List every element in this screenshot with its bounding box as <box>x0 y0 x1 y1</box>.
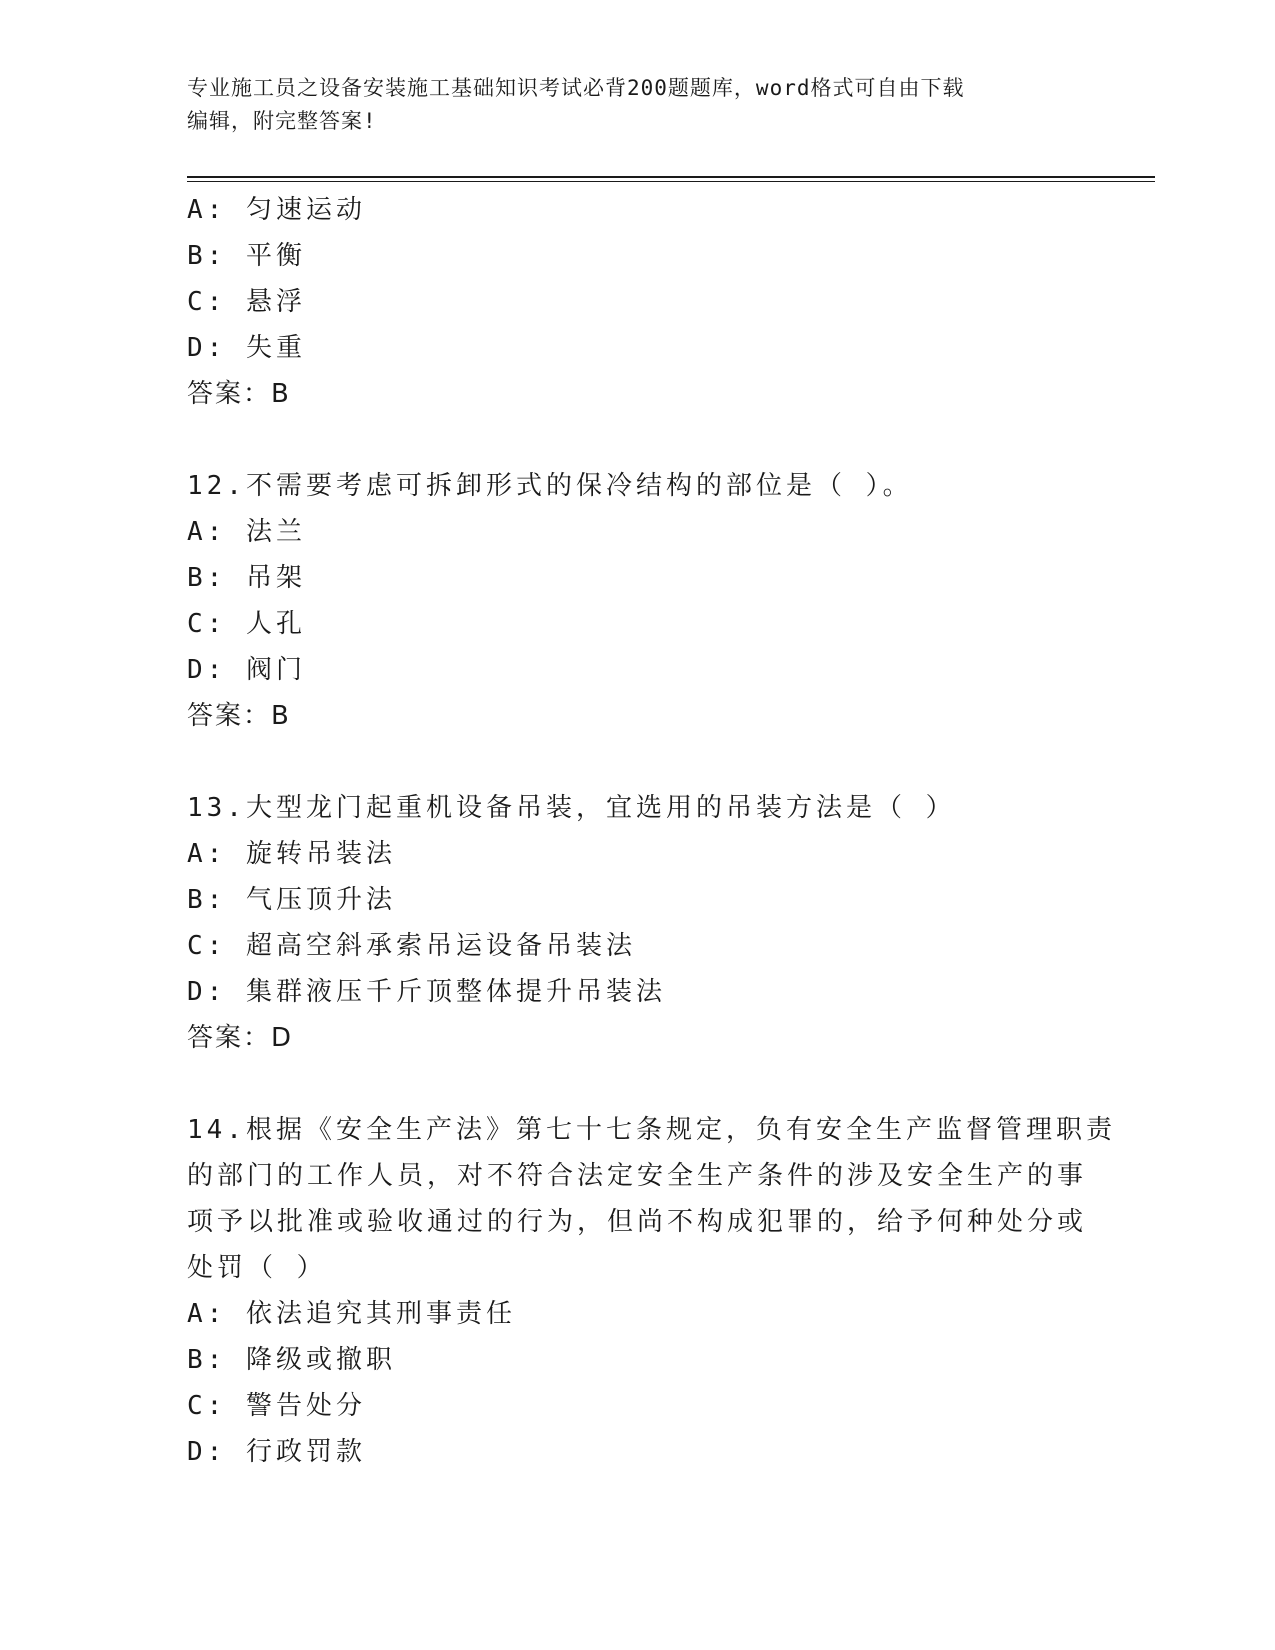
option-d: D: 阀门 <box>187 655 306 685</box>
answer-line: 答案：B <box>187 379 291 409</box>
option-c: C: 超高空斜承索吊运设备吊装法 <box>187 931 636 961</box>
option-a: A: 依法追究其刑事责任 <box>187 1299 516 1329</box>
document-header <box>187 72 1087 138</box>
option-d: D: 集群液压千斤顶整体提升吊装法 <box>187 977 666 1007</box>
question-text: 13.大型龙门起重机设备吊装，宜选用的吊装方法是（ ） <box>187 793 956 823</box>
answer-line: 答案：D <box>187 1023 294 1053</box>
question-text: 12.不需要考虑可拆卸形式的保冷结构的部位是（ ）。 <box>187 471 913 501</box>
spacer <box>187 1061 1087 1107</box>
header-divider-thin <box>187 181 1155 182</box>
header-title-line-1: 专业施工员之设备安装施工基础知识考试必背200题题库，word格式可自由下载 <box>187 76 965 100</box>
question-11 <box>187 187 1087 417</box>
option-c: C: 人孔 <box>187 609 306 639</box>
question-14 <box>187 1107 1116 1475</box>
question-13 <box>187 785 1087 1061</box>
option-b: B: 吊架 <box>187 563 306 593</box>
option-d: D: 失重 <box>187 333 306 363</box>
option-a: A: 法兰 <box>187 517 306 547</box>
option-c: C: 悬浮 <box>187 287 306 317</box>
question-text-line-1: 14.根据《安全生产法》第七十七条规定，负有安全生产监督管理职责 <box>187 1115 1116 1145</box>
option-d: D: 行政罚款 <box>187 1437 366 1467</box>
option-c: C: 警告处分 <box>187 1391 366 1421</box>
option-b: B: 平衡 <box>187 241 306 271</box>
question-text-line-3: 项予以批准或验收通过的行为，但尚不构成犯罪的，给予何种处分或 <box>187 1207 1088 1237</box>
question-list <box>187 187 1116 1475</box>
option-b: B: 气压顶升法 <box>187 885 396 915</box>
spacer <box>187 739 1087 785</box>
option-a: A: 匀速运动 <box>187 195 366 225</box>
header-divider-thick <box>187 176 1155 178</box>
answer-line: 答案：B <box>187 701 291 731</box>
spacer <box>187 417 1087 463</box>
option-a: A: 旋转吊装法 <box>187 839 396 869</box>
header-title-line-2: 编辑，附完整答案! <box>187 109 377 133</box>
question-12 <box>187 463 1087 739</box>
question-text-line-2: 的部门的工作人员，对不符合法定安全生产条件的涉及安全生产的事 <box>187 1161 1088 1191</box>
question-text-line-4: 处罚（ ） <box>187 1253 327 1283</box>
option-b: B: 降级或撤职 <box>187 1345 396 1375</box>
